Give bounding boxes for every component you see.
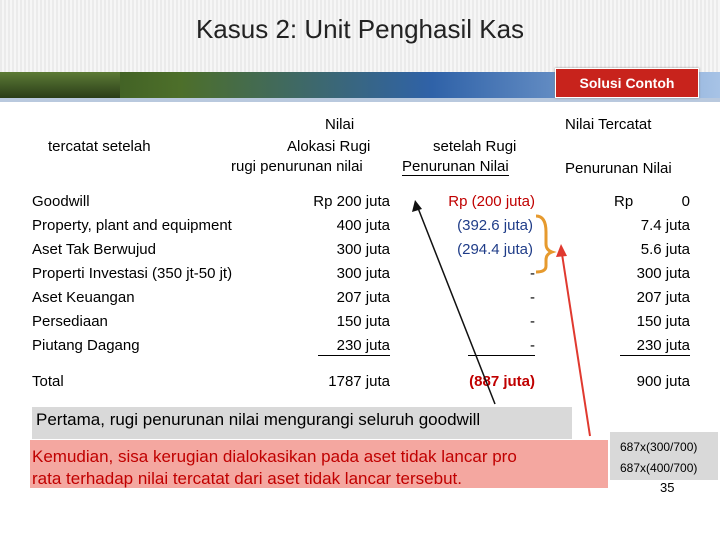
orange-brace [536, 216, 552, 272]
header-col2-line1: setelah Rugi [433, 138, 517, 155]
col2-value: - [530, 313, 535, 330]
row-label: Properti Investasi (350 jt-50 jt) [32, 265, 233, 282]
row-label: Persediaan [32, 313, 108, 330]
arrow-to-goodwill [418, 208, 495, 404]
col2-value: (392.6 juta) [457, 217, 533, 234]
col2-value: Rp (200 juta) [448, 193, 535, 210]
col3-value: 230 juta [636, 337, 690, 354]
col3-value: 7.4 juta [640, 217, 690, 234]
col3-value: 300 juta [636, 265, 690, 282]
col1-value: 400 juta [336, 217, 390, 234]
note-allocation-line2: rata terhadap nilai tercatat dari aset tidak lancar tersebut. [32, 469, 462, 488]
col2-value: - [530, 265, 535, 282]
header-col1-line3: rugi penurunan nilai [231, 158, 363, 175]
col2-total: (887 juta) [469, 373, 535, 390]
header-left: tercatat setelah [48, 138, 151, 155]
slide-title: Kasus 2: Unit Penghasil Kas [195, 14, 525, 44]
note-goodwill-text: Pertama, rugi penurunan nilai mengurangi seluruh goodwill [36, 410, 481, 429]
arrow-head-brace [556, 244, 567, 257]
solution-badge: Solusi Contoh [555, 68, 699, 98]
col3-currency: Rp [614, 193, 634, 210]
col2-value: - [530, 337, 535, 354]
col3-value: 5.6 juta [640, 241, 690, 258]
col1-value: 230 juta [336, 337, 390, 354]
col1-value: 300 juta [336, 265, 390, 282]
total-label: Total [32, 373, 64, 390]
col1-value: Rp 200 juta [313, 193, 390, 210]
note-allocation [30, 440, 608, 488]
calculation-box [610, 432, 718, 480]
col2-value: (294.4 juta) [457, 241, 533, 258]
note-allocation-text [32, 446, 517, 490]
calc-ppe: 687x(300/700) [620, 440, 698, 454]
calc-intangible: 687x(400/700) [620, 461, 698, 475]
note-allocation-line1: Kemudian, sisa kerugian dialokasikan pada aset tidak lancar pro [32, 447, 517, 466]
header-col3-line2: Penurunan Nilai [565, 160, 672, 177]
header-col1-line1: Nilai [325, 116, 355, 133]
col3-value: 207 juta [636, 289, 690, 306]
col2-value: - [530, 289, 535, 306]
col3-total: 900 juta [636, 373, 690, 390]
row-label: Goodwill [32, 193, 90, 210]
row-label: Aset Tak Berwujud [32, 241, 156, 258]
row-label: Aset Keuangan [32, 289, 135, 306]
col3-value: 0 [681, 193, 690, 210]
row-label: Property, plant and equipment [32, 217, 232, 234]
header-col1-line2: Alokasi Rugi [287, 138, 371, 155]
arrow-head-goodwill [412, 200, 422, 212]
col1-value: 300 juta [336, 241, 390, 258]
col3-value: 150 juta [636, 313, 690, 330]
col1-total: 1787 juta [328, 373, 390, 390]
note-goodwill [32, 407, 572, 439]
col1-value: 150 juta [336, 313, 390, 330]
row-label: Piutang Dagang [32, 337, 140, 354]
header-col2-line2: Penurunan Nilai [402, 158, 509, 175]
header-col3-line1: Nilai Tercatat [565, 116, 652, 133]
page-number: 35 [660, 480, 675, 495]
col1-value: 207 juta [336, 289, 390, 306]
